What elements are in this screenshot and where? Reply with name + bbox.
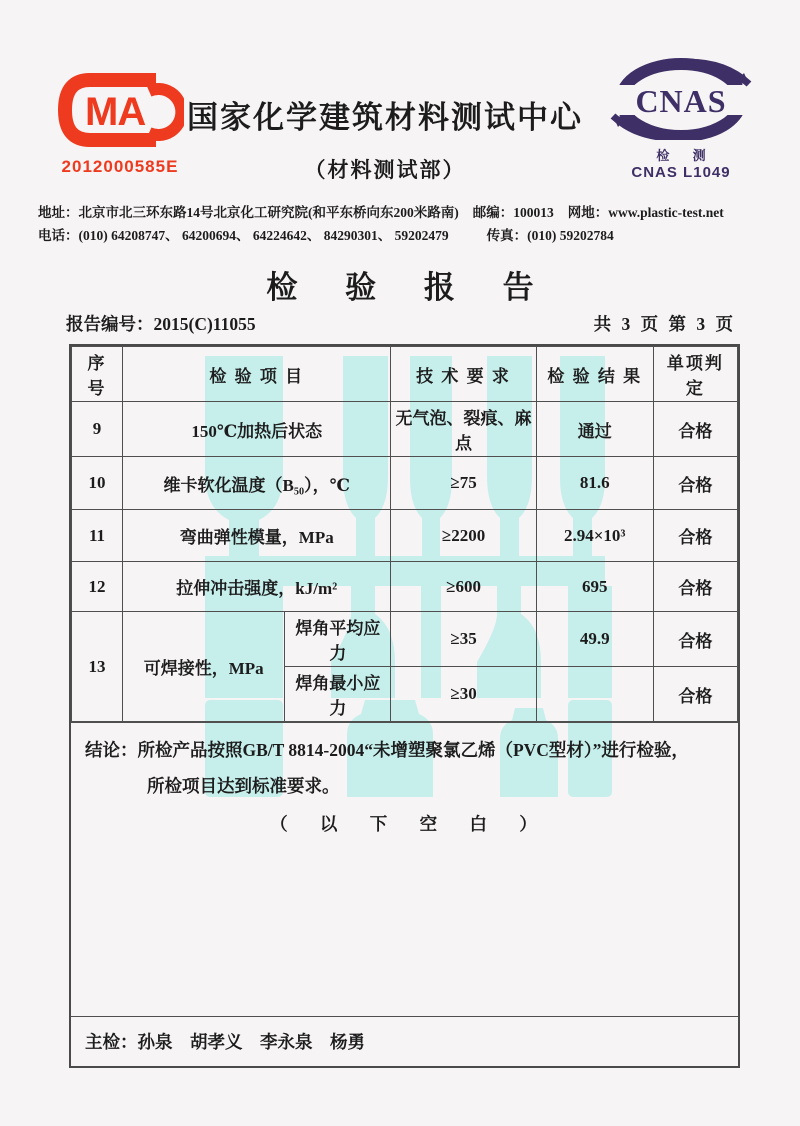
cell-requirement: ≥30 bbox=[391, 667, 536, 722]
conclusion-line2: 所检项目达到标准要求。 bbox=[147, 776, 340, 796]
results-table bbox=[71, 346, 738, 722]
cell-subitem: 焊角最小应力 bbox=[285, 667, 391, 722]
cma-certificate-number: 2012000585E bbox=[61, 157, 179, 176]
cell-result: 2.94×10³ bbox=[536, 510, 653, 562]
cnas-mark bbox=[598, 58, 764, 181]
blank-below-note: （ 以 下 空 白 ） bbox=[270, 814, 551, 834]
cell-item: 150℃加热后状态 bbox=[123, 402, 391, 457]
cell-result: 49.9 bbox=[536, 612, 653, 667]
header-result: 检 验 结 果 bbox=[536, 347, 653, 402]
header-no: 序 号 bbox=[72, 347, 123, 402]
cell-result bbox=[536, 667, 653, 722]
cnas-caption: 检 测 bbox=[656, 148, 716, 163]
phone-value: (010) 64208747、 64200694、 64224642、 84290301、 59202479 bbox=[78, 228, 449, 243]
address-label: 地址： bbox=[38, 205, 79, 220]
cell-verdict: 合格 bbox=[653, 667, 737, 722]
table-row bbox=[72, 457, 738, 510]
fax-value: (010) 59202784 bbox=[527, 228, 614, 243]
address-value: 北京市北三环东路14号北京化工研究院(和平东桥向东200米路南) bbox=[78, 205, 459, 220]
department-name: （材料测试部） bbox=[304, 158, 466, 182]
contact-line-phone bbox=[38, 224, 764, 247]
report-title: 检 验 报 告 bbox=[266, 270, 554, 305]
report-pagination: 共 3 页 第 3 页 bbox=[593, 314, 736, 334]
table-row bbox=[72, 562, 738, 612]
zip-value: 100013 bbox=[513, 205, 554, 220]
report-meta bbox=[66, 311, 736, 336]
conclusion-section bbox=[71, 722, 738, 1016]
web-label: 网地： bbox=[567, 205, 609, 220]
table-row bbox=[72, 402, 738, 457]
cnas-accreditation-number: CNAS L1049 bbox=[631, 164, 731, 181]
cell-result: 695 bbox=[536, 562, 653, 612]
report-number bbox=[66, 311, 256, 336]
cell-result: 通过 bbox=[536, 402, 653, 457]
cell-verdict: 合格 bbox=[653, 612, 737, 667]
cell-item: 维卡软化温度（B₅₀），℃ bbox=[123, 457, 391, 510]
report-number-label: 报告编号： bbox=[66, 314, 154, 334]
conclusion-line1 bbox=[85, 735, 722, 765]
cell-requirement: 无气泡、裂痕、麻点 bbox=[391, 402, 536, 457]
inspector-label: 主检： bbox=[85, 1032, 138, 1052]
cell-verdict: 合格 bbox=[653, 402, 737, 457]
table-header-row bbox=[72, 347, 738, 402]
contact-line-address bbox=[38, 201, 764, 224]
inspectors-row bbox=[71, 1016, 738, 1066]
header-verdict: 单项判定 bbox=[653, 347, 737, 402]
report-body-box bbox=[69, 344, 740, 1068]
web-value: www.plastic-test.net bbox=[608, 205, 724, 220]
cnas-logo-icon bbox=[601, 58, 761, 140]
contact-info bbox=[38, 201, 764, 247]
cell-verdict: 合格 bbox=[653, 562, 737, 612]
table-row bbox=[72, 612, 738, 667]
fax-label: 传真： bbox=[486, 228, 528, 243]
cell-no: 12 bbox=[72, 562, 123, 612]
header-requirement: 技 术 要 求 bbox=[391, 347, 536, 402]
inspector-names: 孙泉 胡孝义 李永泉 杨勇 bbox=[137, 1032, 365, 1052]
cell-item: 弯曲弹性模量，MPa bbox=[123, 510, 391, 562]
table-row bbox=[72, 510, 738, 562]
cell-item: 可焊接性，MPa bbox=[123, 612, 285, 722]
cell-requirement: ≥2200 bbox=[391, 510, 536, 562]
cell-verdict: 合格 bbox=[653, 457, 737, 510]
cma-logo-text: MA bbox=[85, 90, 146, 134]
cell-requirement: ≥600 bbox=[391, 562, 536, 612]
cell-result: 81.6 bbox=[536, 457, 653, 510]
zip-label: 邮编： bbox=[472, 205, 514, 220]
cell-no: 11 bbox=[72, 510, 123, 562]
org-title-block bbox=[165, 92, 605, 184]
cell-no: 10 bbox=[72, 457, 123, 510]
cell-subitem: 焊角平均应力 bbox=[285, 612, 391, 667]
phone-label: 电话： bbox=[38, 228, 79, 243]
cell-no: 13 bbox=[72, 612, 123, 722]
cnas-logo-text: CNAS bbox=[635, 83, 727, 119]
cell-item: 拉伸冲击强度，kJ/m² bbox=[123, 562, 391, 612]
conclusion-label: 结论： bbox=[85, 740, 138, 760]
report-number-value: 2015(C)11055 bbox=[153, 314, 256, 334]
header-item: 检 验 项 目 bbox=[123, 347, 391, 402]
cell-no: 9 bbox=[72, 402, 123, 457]
cell-requirement: ≥75 bbox=[391, 457, 536, 510]
cell-verdict: 合格 bbox=[653, 510, 737, 562]
org-name: 国家化学建筑材料测试中心 bbox=[187, 100, 583, 135]
cell-requirement: ≥35 bbox=[391, 612, 536, 667]
conclusion-text1: 所检产品按照GB/T 8814-2004“未增塑聚氯乙烯（PVC型材）”进行检验， bbox=[137, 740, 689, 760]
